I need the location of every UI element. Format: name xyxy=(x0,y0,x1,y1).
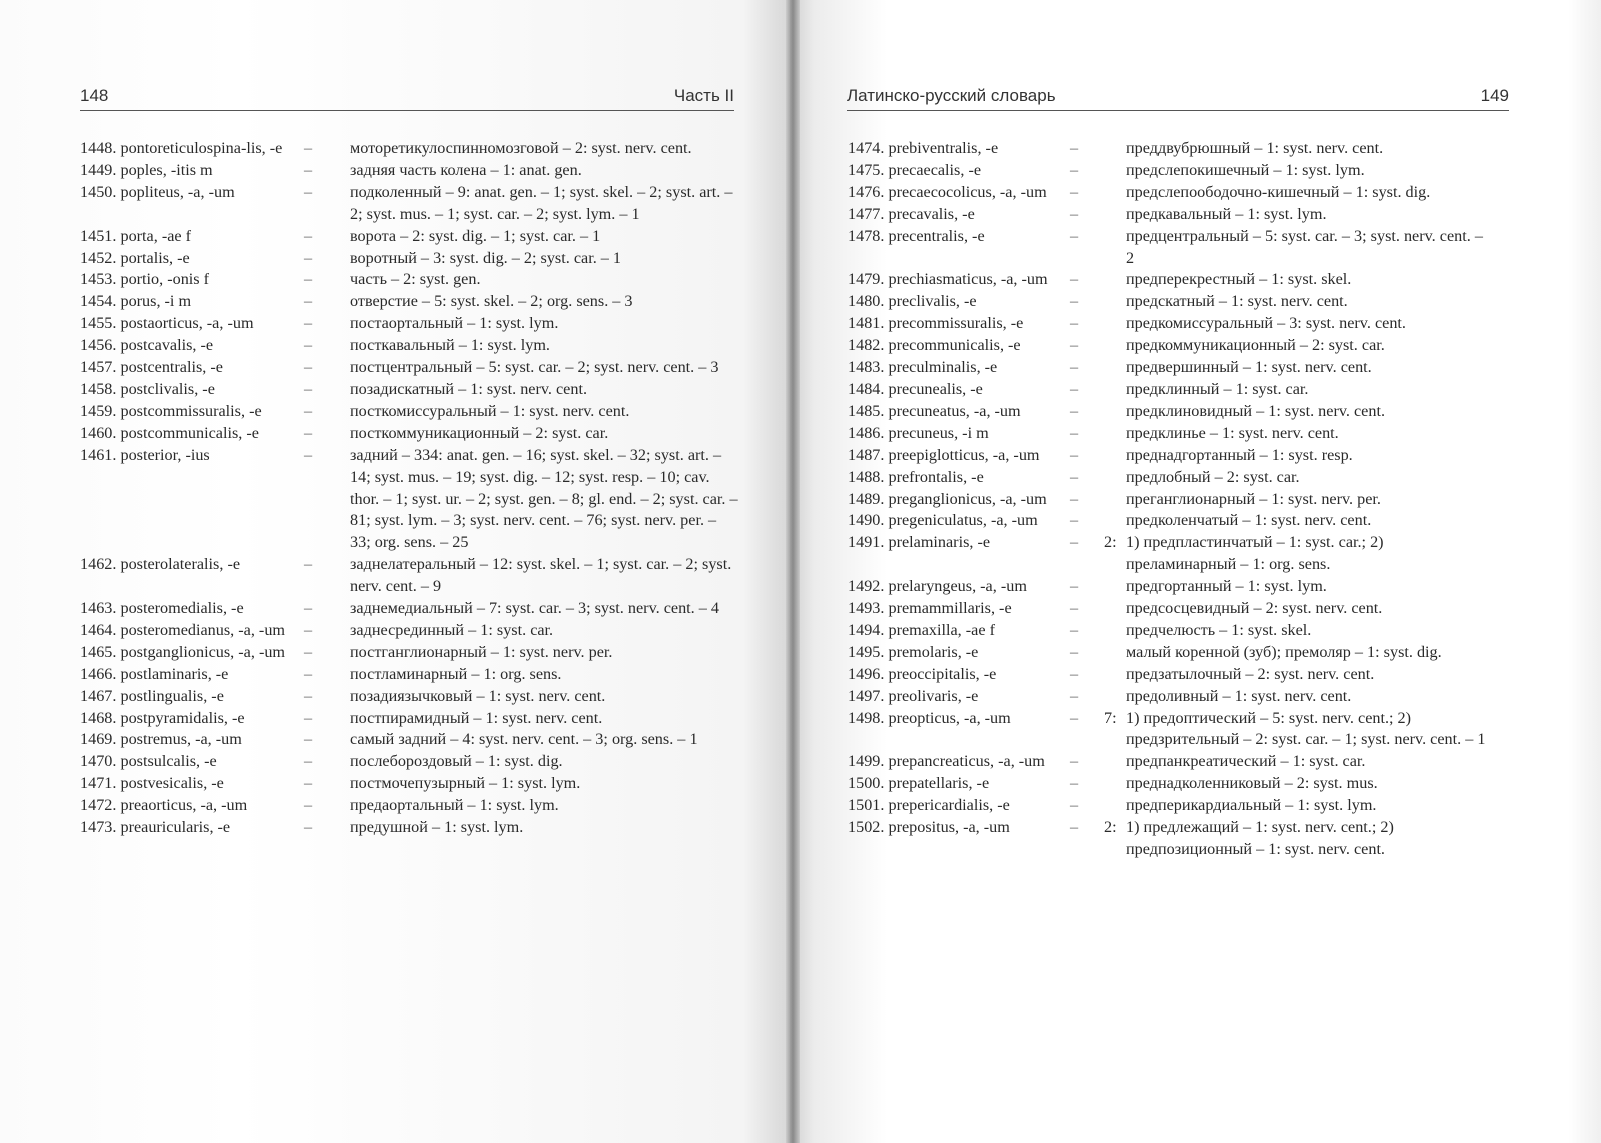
entry-dash: – xyxy=(304,401,313,420)
dictionary-entry xyxy=(848,445,1518,467)
entry-dash: – xyxy=(304,248,313,267)
entry-term: 1475. precaecalis, -e xyxy=(848,160,982,179)
entry-term: 1493. premammillaris, -e xyxy=(848,599,1012,618)
entry-count xyxy=(1104,182,1126,204)
entry-term: 1485. precuneatus, -a, -um xyxy=(848,401,1021,420)
entry-term: 1482. precommunicalis, -e xyxy=(848,336,1021,355)
entry-term: 1497. preolivaris, -e xyxy=(848,686,979,705)
dictionary-entry xyxy=(848,204,1518,226)
entry-translation: предкомиссуральный – 3: syst. nerv. cent. xyxy=(1126,314,1406,333)
entry-translation: предчелюсть – 1: syst. skel. xyxy=(1126,620,1312,639)
dictionary-entry xyxy=(848,576,1518,598)
dictionary-entry xyxy=(848,335,1518,357)
entry-dash: – xyxy=(304,358,313,377)
entry-dash: – xyxy=(1070,139,1079,157)
entry-translation: заднелатеральный – 12: syst. skel. – 1; syst. car. – 2; syst. nerv. cent. – 9 xyxy=(350,555,732,596)
entry-term: 1458. postclivalis, -e xyxy=(80,379,215,398)
entry-term: 1466. postlaminaris, -e xyxy=(80,664,229,683)
entry-translation: часть – 2: syst. gen. xyxy=(350,270,481,289)
entry-count: 2: xyxy=(1104,533,1117,552)
entry-dash: – xyxy=(1070,489,1079,508)
entry-dash: – xyxy=(304,642,313,661)
entry-translation: подколенный – 9: anat. gen. – 1; syst. skel. – 2; syst. art. – 2; syst. mus. – 1; syst. car. – 2; syst. lym. – 1 xyxy=(350,182,733,223)
entry-dash: – xyxy=(304,599,313,618)
entry-term: 1495. premolaris, -e xyxy=(848,642,979,661)
entry-translation: послебороздовый – 1: syst. dig. xyxy=(350,752,563,771)
entry-count xyxy=(1104,620,1126,642)
entry-dash: – xyxy=(304,708,313,727)
dictionary-entry xyxy=(848,686,1518,708)
entry-dash: – xyxy=(1070,358,1079,377)
entry-dash: – xyxy=(304,445,313,464)
entry-term: 1463. posteromedialis, -e xyxy=(80,599,244,618)
entry-term: 1449. poples, -itis m xyxy=(80,160,213,179)
entry-dash: – xyxy=(1070,182,1079,201)
right-page xyxy=(790,0,1601,1143)
entry-dash: – xyxy=(1070,818,1079,837)
entry-dash: – xyxy=(1070,599,1079,618)
right-page-header xyxy=(847,84,1509,111)
dictionary-entry xyxy=(80,664,740,686)
entry-dash: – xyxy=(304,818,313,837)
book-gutter xyxy=(786,0,800,1143)
entry-count xyxy=(1104,138,1126,160)
entry-term: 1454. porus, -i m xyxy=(80,292,192,311)
entry-dash: – xyxy=(1070,292,1079,311)
entry-translation: предслепокишечный – 1: syst. lym. xyxy=(1126,160,1365,179)
entry-term: 1460. postcommunicalis, -e xyxy=(80,423,259,442)
dictionary-entry xyxy=(848,379,1518,401)
entry-term: 1448. pontoreticulospina-lis, -e xyxy=(80,139,283,157)
dictionary-entry xyxy=(848,532,1518,576)
entry-translation: задняя часть колена – 1: anat. gen. xyxy=(350,160,582,179)
entry-count xyxy=(1104,226,1126,270)
dictionary-entry xyxy=(848,423,1518,445)
entry-term: 1468. postpyramidalis, -e xyxy=(80,708,245,727)
dictionary-entry xyxy=(848,817,1518,861)
entry-translation: постцентральный – 5: syst. car. – 2; syst. nerv. cent. – 3 xyxy=(350,358,719,377)
dictionary-entry xyxy=(80,817,740,839)
entry-dash: – xyxy=(304,664,313,683)
entry-count xyxy=(1104,335,1126,357)
entry-translation: предперекрестный – 1: syst. skel. xyxy=(1126,270,1352,289)
entry-dash: – xyxy=(1070,467,1079,486)
entry-translation: посткомиссуральный – 1: syst. nerv. cent. xyxy=(350,401,630,420)
entry-term: 1481. precommissuralis, -e xyxy=(848,314,1024,333)
entry-translation: отверстие – 5: syst. skel. – 2; org. sens. – 3 xyxy=(350,292,633,311)
entry-translation: постпирамидный – 1: syst. nerv. cent. xyxy=(350,708,603,727)
entry-term: 1492. prelaryngeus, -a, -um xyxy=(848,577,1027,596)
running-title: Часть II xyxy=(673,86,734,105)
entry-term: 1467. postlingualis, -e xyxy=(80,686,224,705)
dictionary-entry xyxy=(848,773,1518,795)
page-number: 148 xyxy=(80,86,109,105)
entry-dash: – xyxy=(304,292,313,311)
entry-translation: предпанкреатический – 1: syst. car. xyxy=(1126,752,1366,771)
dictionary-entry xyxy=(848,291,1518,313)
dictionary-entry xyxy=(848,401,1518,423)
entry-dash: – xyxy=(1070,708,1079,727)
entry-dash: – xyxy=(1070,270,1079,289)
dictionary-entry xyxy=(848,138,1518,160)
entry-count xyxy=(1104,642,1126,664)
entry-dash: – xyxy=(304,226,313,245)
entry-translation: позадискатный – 1: syst. nerv. cent. xyxy=(350,379,588,398)
entry-term: 1456. postcavalis, -e xyxy=(80,336,214,355)
entry-count xyxy=(1104,751,1126,773)
dictionary-entry xyxy=(80,598,740,620)
entry-term: 1469. postremus, -a, -um xyxy=(80,730,242,749)
entry-count xyxy=(1104,510,1126,532)
entry-translation: предвершинный – 1: syst. nerv. cent. xyxy=(1126,358,1372,377)
entry-term: 1455. postaorticus, -a, -um xyxy=(80,314,254,333)
entry-term: 1472. preaorticus, -a, -um xyxy=(80,796,248,815)
entry-term: 1490. pregeniculatus, -a, -um xyxy=(848,511,1038,530)
entry-dash: – xyxy=(304,774,313,793)
entry-count xyxy=(1104,576,1126,598)
dictionary-entry xyxy=(80,313,740,335)
dictionary-entry xyxy=(848,226,1518,270)
dictionary-entry xyxy=(80,160,740,182)
entry-translation: заднемедиальный – 7: syst. car. – 3; syst. nerv. cent. – 4 xyxy=(350,599,719,618)
entry-term: 1499. prepancreaticus, -a, -um xyxy=(848,752,1045,771)
entry-term: 1453. portio, -onis f xyxy=(80,270,210,289)
entry-dash: – xyxy=(304,270,313,289)
dictionary-entry xyxy=(848,269,1518,291)
entry-term: 1465. postganglionicus, -a, -um xyxy=(80,642,286,661)
dictionary-entry xyxy=(848,313,1518,335)
left-page xyxy=(0,0,790,1143)
dictionary-entry xyxy=(848,510,1518,532)
entry-dash: – xyxy=(1070,686,1079,705)
dictionary-entry xyxy=(848,357,1518,379)
entry-term: 1450. popliteus, -a, -um xyxy=(80,182,235,201)
entry-translation: предлобный – 2: syst. car. xyxy=(1126,467,1300,486)
entry-count xyxy=(1104,160,1126,182)
dictionary-entry xyxy=(80,379,740,401)
entry-term: 1479. prechiasmaticus, -a, -um xyxy=(848,270,1048,289)
entry-dash: – xyxy=(304,555,313,574)
entry-dash: – xyxy=(1070,336,1079,355)
dictionary-entry xyxy=(80,182,740,226)
entry-term: 1496. preoccipitalis, -e xyxy=(848,664,997,683)
dictionary-entry xyxy=(80,642,740,664)
dictionary-entry xyxy=(80,773,740,795)
entry-term: 1500. prepatellaris, -e xyxy=(848,774,990,793)
entry-translation: предклинье – 1: syst. nerv. cent. xyxy=(1126,423,1339,442)
dictionary-entry xyxy=(80,708,740,730)
entry-translation: предкавальный – 1: syst. lym. xyxy=(1126,204,1327,223)
entry-term: 1501. prepericardialis, -e xyxy=(848,796,1010,815)
entry-dash: – xyxy=(1070,511,1079,530)
entry-translation: предоливный – 1: syst. nerv. cent. xyxy=(1126,686,1352,705)
entry-term: 1477. precavalis, -e xyxy=(848,204,975,223)
entry-count: 2: xyxy=(1104,818,1117,837)
entry-term: 1476. precaecocolicus, -a, -um xyxy=(848,182,1047,201)
entry-translation: преганглионарный – 1: syst. nerv. per. xyxy=(1126,489,1381,508)
entry-dash: – xyxy=(304,379,313,398)
entry-term: 1452. portalis, -e xyxy=(80,248,190,267)
entry-dash: – xyxy=(304,314,313,333)
running-title: Латинско-русский словарь xyxy=(847,86,1056,105)
dictionary-entry xyxy=(848,182,1518,204)
entry-count xyxy=(1104,379,1126,401)
entry-translation: воротный – 3: syst. dig. – 2; syst. car. – 1 xyxy=(350,248,622,267)
entry-dash: – xyxy=(1070,160,1079,179)
dictionary-entry xyxy=(848,160,1518,182)
entry-count xyxy=(1104,795,1126,817)
entry-translation: предскатный – 1: syst. nerv. cent. xyxy=(1126,292,1348,311)
dictionary-entry xyxy=(80,291,740,313)
entry-translation: задний – 334: anat. gen. – 16; syst. skel. – 32; syst. art. – 14; syst. mus. – 19; syst. dig. – 12; syst. resp. – 10; cav. thor. – 1; syst. ur. – 2; syst. gen. – 8; gl. end. – 2; syst. car. – 81; syst. lym. – 3; syst. nerv. cent. – 76; syst. nerv. per. – 33; org. sens. – 25 xyxy=(350,445,738,552)
entry-count xyxy=(1104,489,1126,511)
entry-translation: 1) предпластинчатый – 1: syst. car.; 2) преламинарный – 1: org. sens. xyxy=(1126,533,1384,574)
entry-term: 1480. preclivalis, -e xyxy=(848,292,977,311)
entry-translation: 1) предлежащий – 1: syst. nerv. cent.; 2) предпозиционный – 1: syst. nerv. cent. xyxy=(1126,818,1394,858)
dictionary-entry xyxy=(80,401,740,423)
entry-dash: – xyxy=(304,182,313,201)
entry-translation: посткоммуникационный – 2: syst. car. xyxy=(350,423,609,442)
entry-term: 1494. premaxilla, -ae f xyxy=(848,620,995,639)
left-page-header xyxy=(80,84,734,111)
entry-dash: – xyxy=(304,686,313,705)
dictionary-entry xyxy=(848,489,1518,511)
entry-dash: – xyxy=(1070,620,1079,639)
entry-term: 1464. posteromedianus, -a, -um xyxy=(80,620,285,639)
entry-count xyxy=(1104,291,1126,313)
entry-term: 1474. prebiventralis, -e xyxy=(848,139,999,157)
entry-count xyxy=(1104,773,1126,795)
entry-dash: – xyxy=(1070,423,1079,442)
entry-term: 1462. posterolateralis, -e xyxy=(80,555,241,574)
dictionary-entries-right xyxy=(848,138,1518,861)
dictionary-entries-left xyxy=(80,138,740,839)
dictionary-entry xyxy=(80,138,740,160)
entry-translation: 1) предоптический – 5: syst. nerv. cent.; 2) предзрительный – 2: syst. car. – 1; syst. nerv. cent. – 1 xyxy=(1126,708,1486,749)
entry-count xyxy=(1104,357,1126,379)
entry-dash: – xyxy=(1070,752,1079,771)
entry-term: 1484. precunealis, -e xyxy=(848,379,983,398)
entry-term: 1487. preepiglotticus, -a, -um xyxy=(848,445,1040,464)
entry-dash: – xyxy=(1070,204,1079,223)
entry-translation: преддвубрюшный – 1: syst. nerv. cent. xyxy=(1126,139,1384,157)
entry-count xyxy=(1104,467,1126,489)
dictionary-entry xyxy=(80,686,740,708)
entry-count xyxy=(1104,686,1126,708)
dictionary-entry xyxy=(80,248,740,270)
entry-term: 1478. precentralis, -e xyxy=(848,226,985,245)
entry-translation: посткавальный – 1: syst. lym. xyxy=(350,336,550,355)
entry-term: 1470. postsulcalis, -e xyxy=(80,752,217,771)
page-number: 149 xyxy=(1480,86,1509,105)
entry-term: 1489. preganglionicus, -a, -um xyxy=(848,489,1047,508)
dictionary-entry xyxy=(80,269,740,291)
dictionary-entry xyxy=(848,598,1518,620)
dictionary-entry xyxy=(80,795,740,817)
entry-count xyxy=(1104,269,1126,291)
entry-translation: преднадколенниковый – 2: syst. mus. xyxy=(1126,774,1378,793)
entry-dash: – xyxy=(1070,774,1079,793)
entry-count xyxy=(1104,423,1126,445)
entry-count xyxy=(1104,598,1126,620)
entry-translation: предаортальный – 1: syst. lym. xyxy=(350,796,559,815)
entry-translation: постганглионарный – 1: syst. nerv. per. xyxy=(350,642,613,661)
entry-translation: заднесрединный – 1: syst. car. xyxy=(350,620,554,639)
entry-translation: постаортальный – 1: syst. lym. xyxy=(350,314,559,333)
entry-term: 1457. postcentralis, -e xyxy=(80,358,223,377)
entry-translation: предслепоободочно-кишечный – 1: syst. dig. xyxy=(1126,182,1431,201)
dictionary-entry xyxy=(80,445,740,555)
entry-count: 7: xyxy=(1104,708,1117,727)
entry-translation: малый коренной (зуб); премоляр – 1: syst. dig. xyxy=(1126,642,1442,661)
entry-term: 1488. prefrontalis, -e xyxy=(848,467,984,486)
entry-dash: – xyxy=(1070,796,1079,815)
entry-term: 1451. porta, -ae f xyxy=(80,226,192,245)
entry-translation: предзатылочный – 2: syst. nerv. cent. xyxy=(1126,664,1375,683)
dictionary-entry xyxy=(80,226,740,248)
entry-term: 1473. preauricularis, -e xyxy=(80,818,231,837)
dictionary-entry xyxy=(848,751,1518,773)
entry-dash: – xyxy=(1070,401,1079,420)
dictionary-entry xyxy=(80,729,740,751)
entry-translation: моторетикулоспинномозговой – 2: syst. nerv. cent. xyxy=(350,139,692,157)
entry-dash: – xyxy=(1070,533,1079,552)
entry-term: 1483. preculminalis, -e xyxy=(848,358,998,377)
dictionary-entry xyxy=(80,554,740,598)
entry-term: 1459. postcommissuralis, -e xyxy=(80,401,262,420)
entry-dash: – xyxy=(304,160,313,179)
entry-count xyxy=(1104,313,1126,335)
entry-translation: позадиязычковый – 1: syst. nerv. cent. xyxy=(350,686,606,705)
dictionary-entry xyxy=(848,708,1518,752)
entry-dash: – xyxy=(304,752,313,771)
entry-dash: – xyxy=(1070,577,1079,596)
entry-translation: постламинарный – 1: org. sens. xyxy=(350,664,562,683)
entry-translation: предперикардиальный – 1: syst. lym. xyxy=(1126,796,1377,815)
entry-translation: преднадгортанный – 1: syst. resp. xyxy=(1126,445,1353,464)
entry-translation: предклинный – 1: syst. car. xyxy=(1126,379,1309,398)
entry-dash: – xyxy=(1070,664,1079,683)
entry-count xyxy=(1104,445,1126,467)
entry-term: 1471. postvesicalis, -e xyxy=(80,774,224,793)
entry-dash: – xyxy=(1070,226,1079,245)
entry-translation: предкоммуникационный – 2: syst. car. xyxy=(1126,336,1385,355)
entry-term: 1491. prelaminaris, -e xyxy=(848,533,991,552)
dictionary-entry xyxy=(848,795,1518,817)
entry-count xyxy=(1104,664,1126,686)
dictionary-entry xyxy=(80,335,740,357)
dictionary-entry xyxy=(848,620,1518,642)
entry-term: 1498. preopticus, -a, -um xyxy=(848,708,1011,727)
entry-translation: самый задний – 4: syst. nerv. cent. – 3; org. sens. – 1 xyxy=(350,730,698,749)
entry-dash: – xyxy=(304,423,313,442)
entry-translation: предгортанный – 1: syst. lym. xyxy=(1126,577,1327,596)
dictionary-entry xyxy=(80,620,740,642)
entry-term: 1461. posterior, -ius xyxy=(80,445,210,464)
entry-dash: – xyxy=(1070,379,1079,398)
entry-translation: предколенчатый – 1: syst. nerv. cent. xyxy=(1126,511,1372,530)
entry-dash: – xyxy=(304,730,313,749)
dictionary-entry xyxy=(80,423,740,445)
entry-translation: предушной – 1: syst. lym. xyxy=(350,818,524,837)
entry-translation: предклиновидный – 1: syst. nerv. cent. xyxy=(1126,401,1385,420)
entry-dash: – xyxy=(304,796,313,815)
entry-dash: – xyxy=(304,139,313,157)
entry-dash: – xyxy=(304,620,313,639)
entry-term: 1502. prepositus, -a, -um xyxy=(848,818,1010,837)
entry-count xyxy=(1104,401,1126,423)
dictionary-entry xyxy=(80,357,740,379)
entry-translation: предсосцевидный – 2: syst. nerv. cent. xyxy=(1126,599,1383,618)
entry-translation: постмочепузырный – 1: syst. lym. xyxy=(350,774,581,793)
dictionary-entry xyxy=(848,664,1518,686)
entry-count xyxy=(1104,204,1126,226)
dictionary-entry xyxy=(848,642,1518,664)
entry-dash: – xyxy=(1070,445,1079,464)
entry-translation: предцентральный – 5: syst. car. – 3; syst. nerv. cent. – 2 xyxy=(1126,226,1483,267)
entry-term: 1486. precuneus, -i m xyxy=(848,423,989,442)
entry-dash: – xyxy=(1070,314,1079,333)
entry-dash: – xyxy=(304,336,313,355)
entry-dash: – xyxy=(1070,642,1079,661)
dictionary-entry xyxy=(848,467,1518,489)
entry-translation: ворота – 2: syst. dig. – 1; syst. car. – 1 xyxy=(350,226,601,245)
dictionary-entry xyxy=(80,751,740,773)
